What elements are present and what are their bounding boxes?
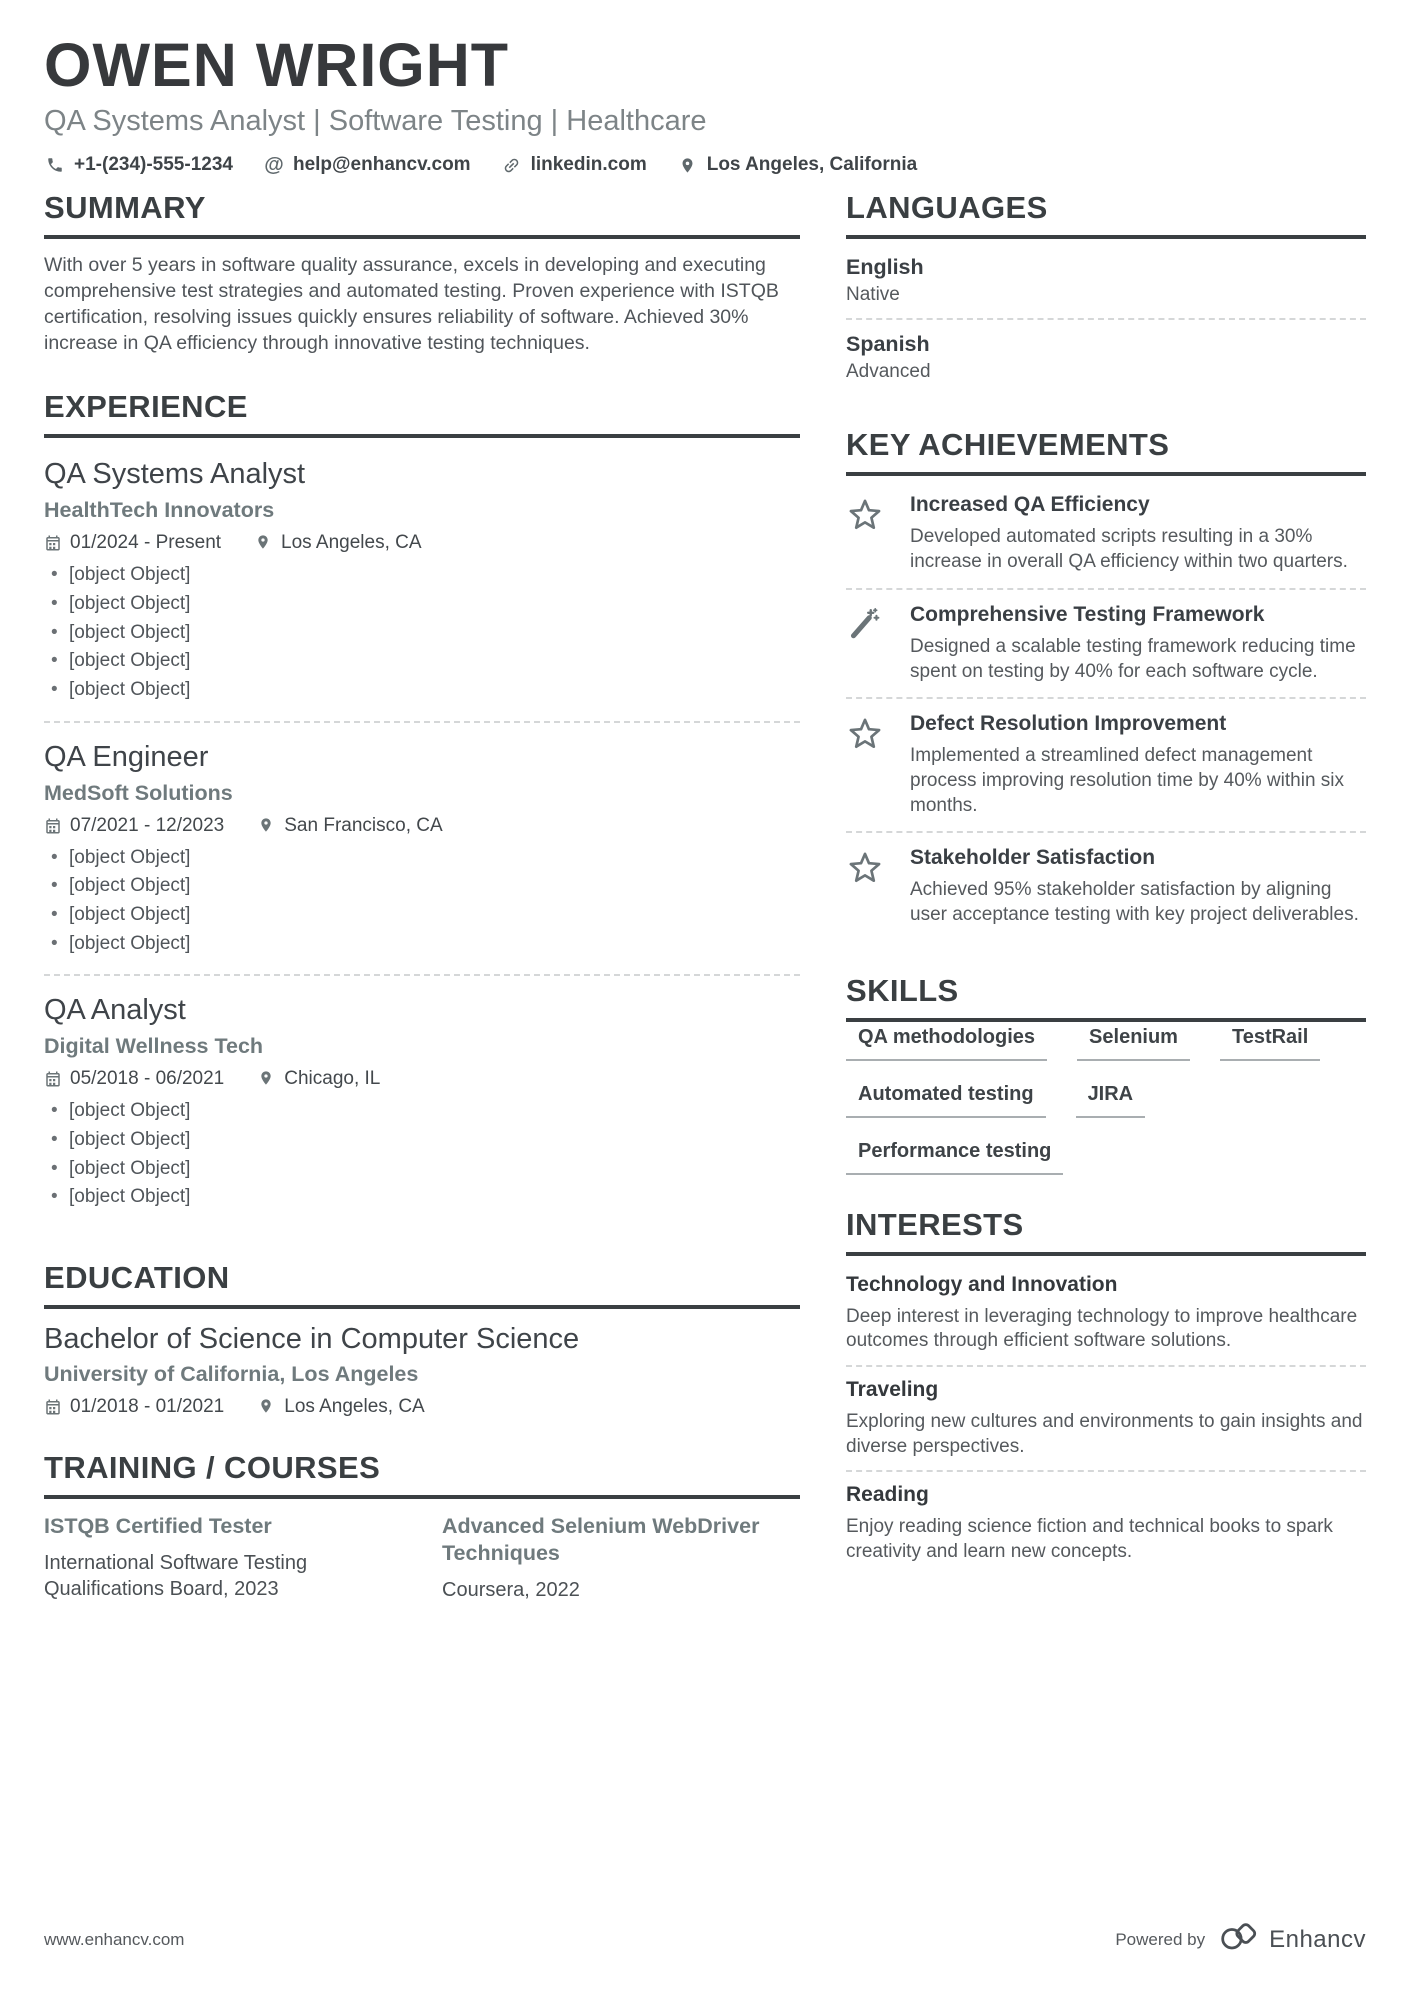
education-heading: EDUCATION [44, 1260, 800, 1309]
language-proficiency-dots [1215, 346, 1366, 369]
contact-link-text: linkedin.com [530, 154, 647, 176]
interest-text: Exploring new cultures and environments to gain insights and diverse perspectives. [846, 1411, 1363, 1457]
skill-tag: Selenium [1077, 1026, 1190, 1061]
bullet-item: • [object Object] [44, 874, 800, 899]
summary-text: With over 5 years in software quality assurance, excels in developing and executing comprehensive test strategies and automated testing. Proven experience with ISTQB certification, resolving issues quickly ensures reliability of software. Achieved 30% increase in QA efficiency through innovative testing techniques. [44, 254, 779, 355]
job-title: QA Engineer [44, 740, 209, 773]
contact-link [501, 154, 647, 176]
achievements-section [846, 427, 1366, 940]
achievement-icon [846, 603, 892, 684]
summary-section [44, 190, 800, 357]
contact-phone-text: +1-(234)-555-1234 [74, 154, 233, 176]
interest-title: Reading [846, 1483, 929, 1507]
achievement-item [846, 831, 1366, 940]
language-level: Advanced [846, 361, 931, 383]
achievement-item [846, 588, 1366, 697]
bullet-item: • [object Object] [44, 592, 800, 617]
contact-location-text: Los Angeles, California [706, 154, 918, 176]
powered-by [1115, 1922, 1366, 1957]
experience-entry [44, 452, 800, 720]
achievement-item [846, 480, 1366, 587]
language-name: English [846, 255, 924, 280]
language-level: Native [846, 284, 900, 306]
job-meta [44, 532, 800, 554]
bullet-item: • [object Object] [44, 846, 800, 871]
skill-tag: QA methodologies [846, 1026, 1047, 1061]
achievement-title: Comprehensive Testing Framework [910, 602, 1265, 626]
interest-item [846, 1470, 1366, 1575]
footer-site-link[interactable]: www.enhancv.com [44, 1929, 185, 1949]
interest-title: Traveling [846, 1378, 939, 1401]
proficiency-dot [1311, 269, 1334, 292]
right-column [846, 190, 1366, 1607]
language-proficiency-dots [1215, 269, 1366, 292]
experience-heading: EXPERIENCE [44, 389, 800, 438]
interest-item [846, 1365, 1366, 1470]
skill-tag: Performance testing [846, 1140, 1063, 1175]
phone-icon [44, 154, 66, 176]
enhancv-brand-name: Enhancv [1269, 1925, 1366, 1953]
bullet-item: • [object Object] [44, 1128, 800, 1153]
job-company: HealthTech Innovators [44, 498, 275, 523]
bullet-item: • [object Object] [44, 678, 800, 703]
language-name: Spanish [846, 332, 930, 357]
contact-location [677, 154, 917, 176]
course-entry [44, 1513, 402, 1603]
achievement-item [846, 697, 1366, 831]
location-pin-icon [258, 817, 276, 835]
calendar-icon [44, 534, 62, 552]
education-meta [44, 1396, 800, 1418]
person-name: OWEN WRIGHT [44, 31, 510, 99]
achievement-title: Increased QA Efficiency [910, 493, 1150, 517]
bullet-item: • [object Object] [44, 649, 800, 674]
skills-heading: SKILLS [846, 973, 1366, 1022]
location-pin-icon [258, 1070, 276, 1088]
proficiency-dot [1343, 346, 1366, 369]
course-title: Advanced Selenium WebDriver Techniques [442, 1514, 760, 1565]
bullet-item: • [object Object] [44, 621, 800, 646]
bullet-item: • [object Object] [44, 903, 800, 928]
achievement-text: Achieved 95% stakeholder satisfaction by aligning user acceptance testing with key project deliverables. [910, 879, 1359, 925]
wand-icon [846, 605, 882, 641]
achievement-text: Developed automated scripts resulting in a 30% increase in overall QA efficiency within two quarters. [910, 526, 1348, 573]
contact-row [44, 154, 1366, 176]
headline: QA Systems Analyst | Software Testing | Healthcare [44, 105, 707, 138]
contact-email [263, 154, 471, 176]
job-company: Digital Wellness Tech [44, 1034, 264, 1059]
contact-phone [44, 154, 233, 176]
achievement-icon [846, 846, 892, 927]
link-icon [501, 154, 523, 176]
job-company: MedSoft Solutions [44, 780, 233, 805]
location-pin-icon [255, 534, 273, 552]
interest-title: Technology and Innovation [846, 1272, 1118, 1296]
powered-by-label: Powered by [1115, 1929, 1206, 1949]
degree-title: Bachelor of Science in Computer Science [44, 1323, 580, 1356]
experience-section [44, 389, 800, 1228]
interest-item [846, 1262, 1366, 1365]
location-pin-icon [258, 1398, 276, 1416]
bullet-item: • [object Object] [44, 1099, 800, 1124]
job-meta [44, 1068, 800, 1090]
course-entry [442, 1513, 800, 1603]
star-icon [846, 714, 884, 752]
achievements-heading: KEY ACHIEVEMENTS [846, 427, 1366, 476]
interests-section [846, 1207, 1366, 1576]
course-org: Coursera, 2022 [442, 1578, 580, 1601]
contact-email-text: help@enhancv.com [292, 154, 471, 176]
education-dates: 01/2018 - 01/2021 [44, 1396, 224, 1418]
job-title: QA Analyst [44, 994, 186, 1027]
enhancv-logo-icon [1219, 1922, 1261, 1957]
job-location: Los Angeles, CA [255, 532, 421, 554]
bullet-item: • [object Object] [44, 932, 800, 957]
star-icon [846, 495, 884, 533]
experience-entry [44, 974, 800, 1228]
interests-heading: INTERESTS [846, 1207, 1366, 1256]
achievement-title: Stakeholder Satisfaction [910, 846, 1156, 870]
school-name: University of California, Los Angeles [44, 1362, 419, 1387]
achievement-icon [846, 712, 892, 818]
proficiency-dot [1247, 269, 1270, 292]
at-icon: @ [264, 153, 284, 176]
summary-heading: SUMMARY [44, 190, 800, 239]
achievement-text: Designed a scalable testing framework reducing time spent on testing by 40% for each software cycle. [910, 635, 1356, 682]
star-icon [846, 848, 884, 886]
calendar-icon [44, 1398, 62, 1416]
language-item [846, 243, 1366, 318]
proficiency-dot [1343, 269, 1366, 292]
calendar-icon [44, 1070, 62, 1088]
language-item [846, 318, 1366, 395]
location-pin-icon [677, 154, 699, 176]
proficiency-dot [1247, 346, 1270, 369]
proficiency-dot [1215, 346, 1238, 369]
enhancv-brand-link[interactable] [1219, 1922, 1366, 1957]
training-heading: TRAINING / COURSES [44, 1450, 800, 1499]
interest-text: Deep interest in leveraging technology to improve healthcare outcomes through efficient software solutions. [846, 1305, 1358, 1352]
course-org: International Software Testing Qualifications Board, 2023 [44, 1551, 308, 1600]
job-location: San Francisco, CA [258, 815, 442, 837]
job-dates: 01/2024 - Present [44, 532, 221, 554]
left-column [44, 190, 800, 1634]
bullet-item: • [object Object] [44, 1157, 800, 1182]
job-meta [44, 815, 800, 837]
calendar-icon [44, 817, 62, 835]
languages-section [846, 190, 1366, 395]
training-section [44, 1450, 800, 1603]
skill-tag: TestRail [1220, 1026, 1320, 1061]
resume-header [44, 31, 1366, 176]
proficiency-dot [1279, 269, 1302, 292]
job-dates: 05/2018 - 06/2021 [44, 1068, 224, 1090]
achievement-title: Defect Resolution Improvement [910, 712, 1227, 736]
achievement-icon [846, 493, 892, 574]
bullet-item: • [object Object] [44, 563, 800, 588]
job-dates: 07/2021 - 12/2023 [44, 815, 224, 837]
experience-entry [44, 721, 800, 975]
proficiency-dot [1279, 346, 1302, 369]
skills-section [846, 973, 1366, 1175]
course-title: ISTQB Certified Tester [44, 1514, 272, 1539]
job-title: QA Systems Analyst [44, 458, 306, 491]
skill-tag: Automated testing [846, 1083, 1046, 1118]
education-location: Los Angeles, CA [258, 1396, 424, 1418]
languages-heading: LANGUAGES [846, 190, 1366, 239]
page-footer [44, 1922, 1366, 1957]
proficiency-dot [1215, 269, 1238, 292]
job-location: Chicago, IL [258, 1068, 380, 1090]
achievement-text: Implemented a streamlined defect management process improving resolution time by 40% within six months. [910, 745, 1345, 816]
bullet-item: • [object Object] [44, 1185, 800, 1210]
proficiency-dot [1311, 346, 1334, 369]
interest-text: Enjoy reading science fiction and technical books to spark creativity and learn new concepts. [846, 1516, 1333, 1563]
skill-tag: JIRA [1076, 1083, 1146, 1118]
education-section [44, 1260, 800, 1418]
